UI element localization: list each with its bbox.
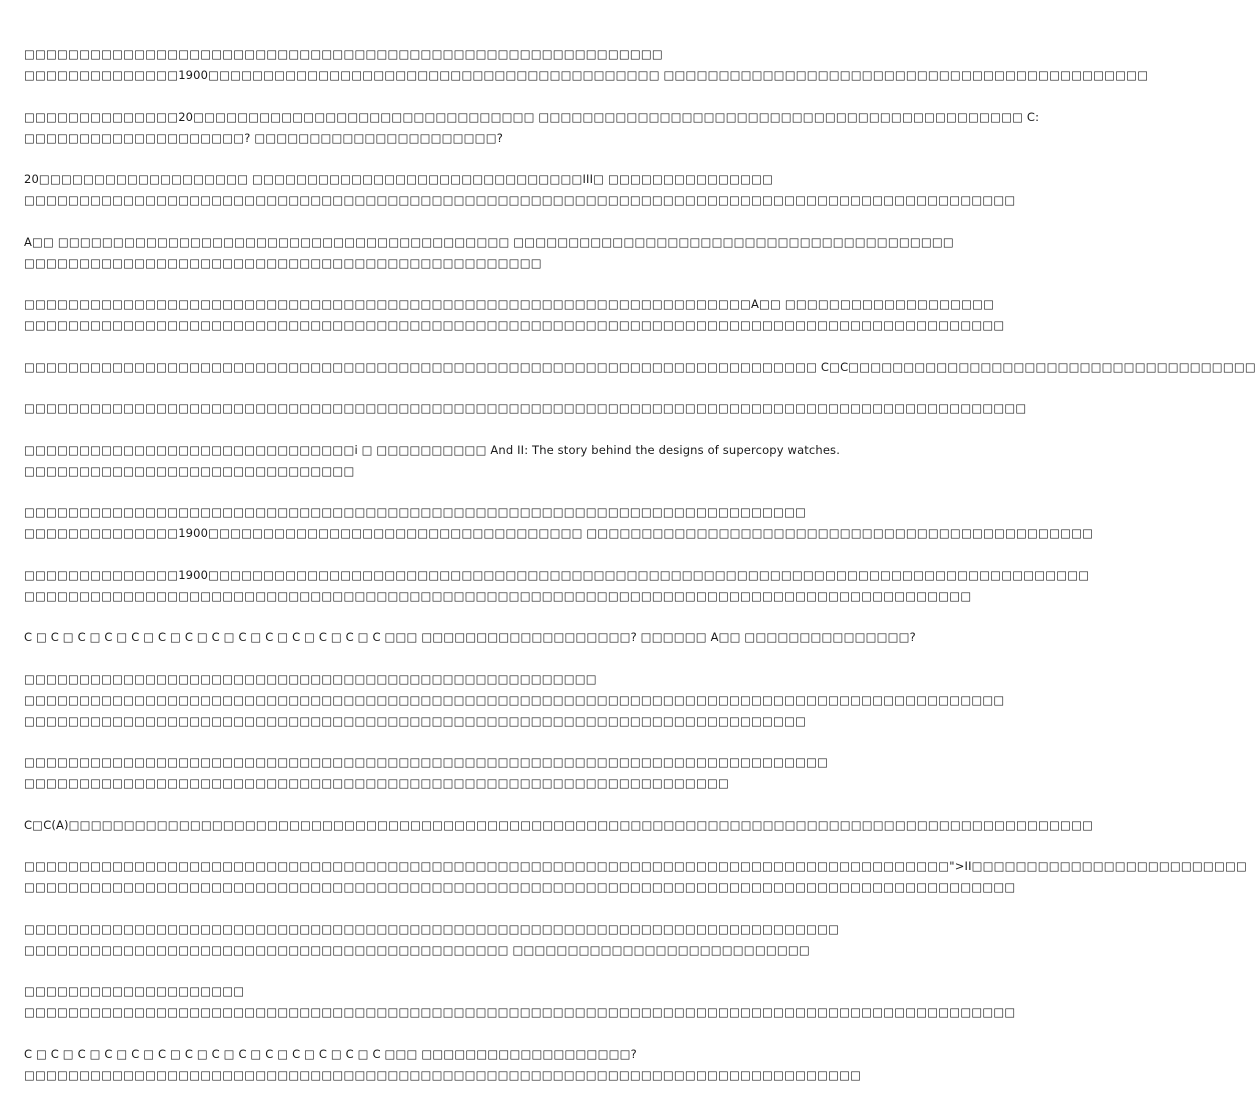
paragraph-5 (24, 294, 1005, 336)
paragraph-10 (24, 565, 1090, 607)
paragraph-13 (24, 752, 829, 794)
paragraph-12 (24, 669, 1005, 732)
text-line: □□□□□□□□□□□□□□□□□□□□ (24, 984, 245, 998)
text-line: □□□□□□□□□□□□□□□□□□□□□□□□□□□□□□□□□□□□□□□□□□□□□□□□□□□□□□□□□□□□□□□□□□□□□□□□□□□□□□□□□□□□□□ (24, 588, 972, 603)
paragraph-6 (24, 357, 1256, 378)
paragraph-2 (24, 107, 1040, 149)
paragraph-3 (24, 169, 1016, 211)
paragraph-17 (24, 981, 1016, 1023)
text-line: □□□□□□□□□□□□□□□□□□□□□□□□□□□□□□□□□□□□□□□□□□□□□□□□□□□□□□□□□□□□□□□□□□□□□□□□□□ (24, 921, 840, 936)
text-line: □□□□□□□□□□□□□□20□□□□□□□□□□□□□□□□□□□□□□□□□□□□□□□ □□□□□□□□□□□□□□□□□□□□□□□□□□□□□□□□□□□□□□□□□□□□ C: (24, 109, 1040, 124)
text-line: □□□□□□□□□□□□□□□□□□□□□□□□□□□□□□□□□□□□□□□□□□□□□□□□□□□□□□□□□□□□□□□□□□□□□□□□□□□□□□□□□□□□">II□□□□□□□□□□□□□□□□□□□□□□□□□ (24, 859, 1247, 873)
text-line: C □ C □ C □ C □ C □ C □ C □ C □ C □ C □ C □ C □ C □ C □□□ □□□□□□□□□□□□□□□□□□□? (24, 1046, 637, 1061)
text-line: □□□□□□□□□□□□□□□□□□□□□□□□□□□□□□□□□□□□□□□□□□□□□□□ (24, 255, 542, 270)
text-line: □□□□□□□□□□□□□□□□□□□□□□□□□□□□□□□□□□□□□□□□□□□□□□□□□□□□□□□□□□□□□□□□□□□□□□□□□□□□□□□□□□□□□□□□□ (24, 692, 1005, 707)
text-line: □□□□□□□□□□□□□□□□□□□□□□□□□□□□□□□□□□□□□□□□□□□□□□□□□□□□□□□□□□□□□□□□□□□□□□□□ C□C□□□□□□□□□□□□□□□□□□□□□□□□□□□□□□□□□□□□□ (24, 359, 1256, 374)
text-line: □□□□□□□□□□□□□□1900□□□□□□□□□□□□□□□□□□□□□□□□□□□□□□□□□□□□□□□□□□□□□□□□□□□□□□□□□□□□□□□□□□□□□□□□□□□□□□□□ (24, 567, 1090, 582)
paragraph-4 (24, 232, 954, 274)
text-line: □□□□□□□□□□□□□□□□□□□□□□□□□□□□□□ (24, 463, 355, 478)
text-line: 20□□□□□□□□□□□□□□□□□□□ □□□□□□□□□□□□□□□□□□□□□□□□□□□□□□III□ □□□□□□□□□□□□□□□ (24, 172, 774, 186)
text-line: □□□□□□□□□□□□□□□□□□□□□□□□□□□□□□□□□□□□□□□□□□□□□□□□□□□□□□□□□□□□□□□□□□□□□□□□□□□□□□□□□□□□□□□□□ (24, 318, 1005, 332)
text-line: □□□□□□□□□□□□□□□□□□□□□□□□□□□□□□□□□□□□□□□□□□□□□□□□□□□□□□□□□□□□□□□□□□□□□□□□□□□□ (24, 1067, 862, 1082)
text-line: □□□□□□□□□□□□□□□□□□□□□□□□□□□□□□□□□□□□□□□□□□□□□□□□□□□□□□□□□□□□□□□□□□□□□□□□□□□□□□□□□□□□□□□□□□ (24, 193, 1016, 207)
text-line: □□□□□□□□□□□□□□□□□□□□□□□□□□□□□□□□□□□□□□□□□□□□□□□□□□□□□□□□□□□□□□□□□□□□□□□□□□□□□□□□□□□□□□□□□□ (24, 1005, 1016, 1019)
text-line: □□□□□□□□□□□□□□□□□□□□? □□□□□□□□□□□□□□□□□□□□□□? (24, 130, 503, 145)
text-line: C□C(A)□□□□□□□□□□□□□□□□□□□□□□□□□□□□□□□□□□□□□□□□□□□□□□□□□□□□□□□□□□□□□□□□□□□□□□□□□□□□□□□□□□□□□□□□□□□□□ (24, 817, 1094, 832)
paragraph-9 (24, 502, 1094, 544)
text-line: □□□□□□□□□□□□□□□□□□□□□□□□□□□□□□□□□□□□□□□□□□□□ □□□□□□□□□□□□□□□□□□□□□□□□□□□ (24, 942, 810, 957)
paragraph-14 (24, 815, 1094, 836)
text-line: □□□□□□□□□□□□□□□□□□□□□□□□□□□□□□□□□□□□□□□□□□□□□□□□□□□□□□□□□□□□□□□□□□□□□□□ (24, 713, 807, 728)
paragraph-15 (24, 856, 1247, 898)
text-line: □□□□□□□□□□□□□□□□□□□□□□□□□□□□□□□□□□□□□□□□□□□□□□□□□□□□□□□□□□□□□□□□□□□□□□□□□□□□□□□□□□□□□□□□□□□ (24, 401, 1027, 415)
text-line: □□□□□□□□□□□□□□□□□□□□□□□□□□□□□□□□□□□□□□□□□□□□□□□□□□□□□□□□□□□□□□□□□□□□□□□□□ (24, 755, 829, 769)
paragraph-18 (24, 1044, 862, 1086)
text-line: □□□□□□□□□□□□□□□□□□□□□□□□□□□□□□□□□□□□□□□□□□□□□□□□□□□□□□□□□□□□□□□□□□A□□ □□□□□□□□□□□□□□□□□□□ (24, 297, 995, 311)
text-line: □□□□□□□□□□□□□□□□□□□□□□□□□□□□□□□□□□□□□□□□□□□□□□□□□□□□□□□□□□□□□□□□□□□□□□□□□□□□□□□□□□□□□□□□□□ (24, 880, 1016, 894)
text-line: □□□□□□□□□□□□□□□□□□□□□□□□□□□□□□□□□□□□□□□□□□□□□□□□□□□□□□□□□□ (24, 47, 663, 61)
paragraph-7 (24, 398, 1027, 419)
article-body (24, 44, 1256, 1106)
text-line: □□□□□□□□□□□□□□□□□□□□□□□□□□□□□□□□□□□□□□□□□□□□□□□□□□□□□□□□□□□□□□□□ (24, 776, 729, 790)
text-line: □□□□□□□□□□□□□□1900□□□□□□□□□□□□□□□□□□□□□□□□□□□□□□□□□□ □□□□□□□□□□□□□□□□□□□□□□□□□□□□□□□□□□□□□□□□□□□□□□ (24, 526, 1094, 540)
text-line: □□□□□□□□□□□□□□□□□□□□□□□□□□□□□□□□□□□□□□□□□□□□□□□□□□□□ (24, 671, 597, 686)
paragraph-1 (24, 44, 1149, 86)
paragraph-16 (24, 919, 840, 961)
text-line: □□□□□□□□□□□□□□□□□□□□□□□□□□□□□□i □ □□□□□□□□□□ And II: The story behind the designs of supercopy watches. (24, 442, 841, 457)
text-line: C □ C □ C □ C □ C □ C □ C □ C □ C □ C □ C □ C □ C □ C □□□ □□□□□□□□□□□□□□□□□□□? □□□□□□ A□□ □□□□□□□□□□□□□□□? (24, 630, 916, 644)
text-line: □□□□□□□□□□□□□□□□□□□□□□□□□□□□□□□□□□□□□□□□□□□□□□□□□□□□□□□□□□□□□□□□□□□□□□□ (24, 505, 807, 519)
text-line: □□□□□□□□□□□□□□1900□□□□□□□□□□□□□□□□□□□□□□□□□□□□□□□□□□□□□□□□□ □□□□□□□□□□□□□□□□□□□□□□□□□□□□□□□□□□□□□□□□□□□□ (24, 68, 1149, 82)
paragraph-11 (24, 627, 916, 648)
text-line: A□□ □□□□□□□□□□□□□□□□□□□□□□□□□□□□□□□□□□□□□□□□□ □□□□□□□□□□□□□□□□□□□□□□□□□□□□□□□□□□□□□□□□ (24, 234, 954, 249)
paragraph-8 (24, 440, 841, 482)
